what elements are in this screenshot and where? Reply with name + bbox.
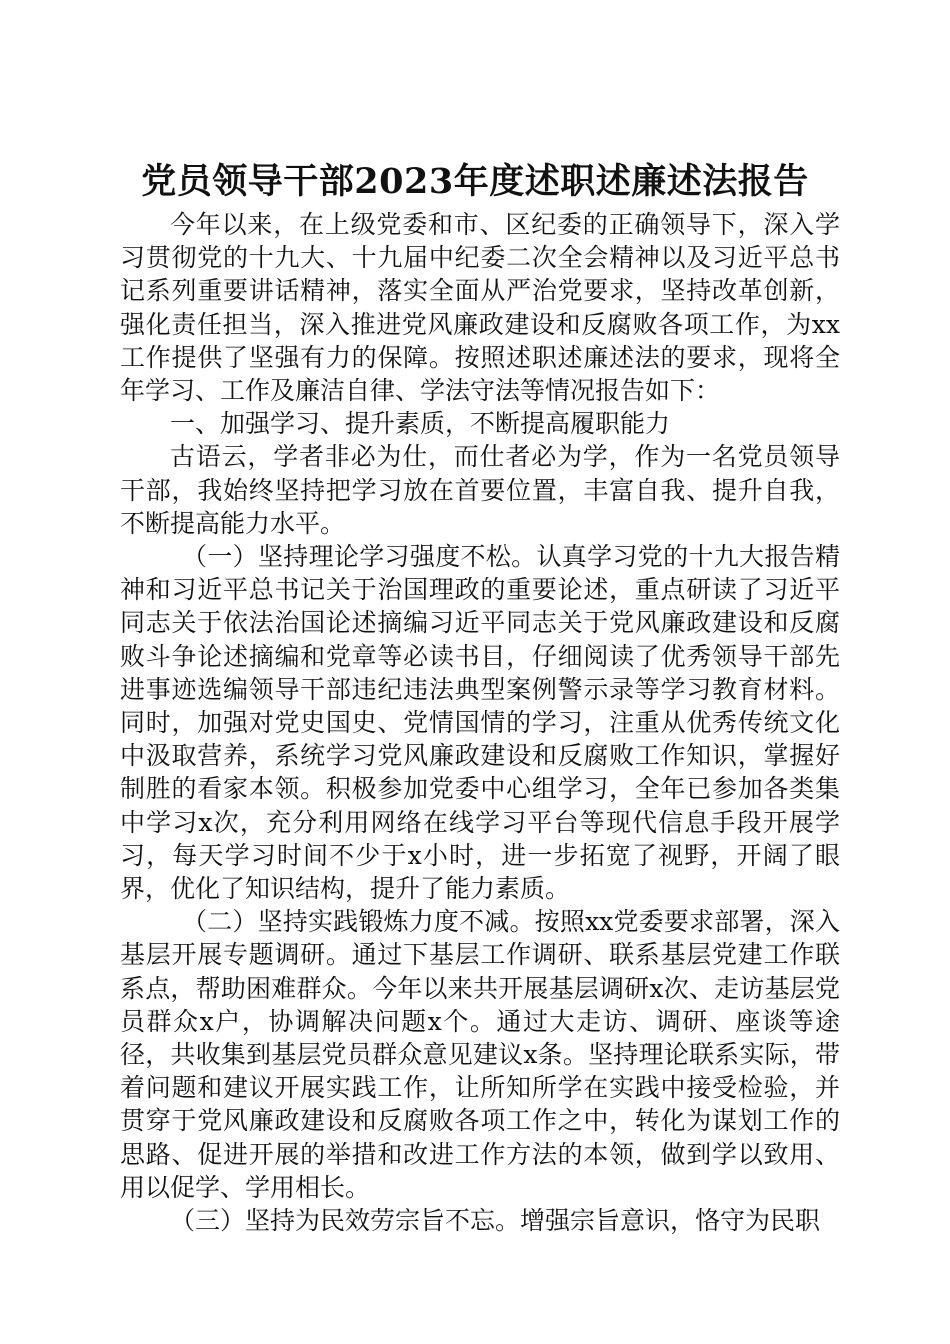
section-heading-1: 一、加强学习、提升素质，不断提高履职能力 [170, 409, 671, 439]
paragraph-quote: 古语云，学者非必为仕，而仕者必为学，作为一名党员领导干部，我始终坚持把学习放在首要位置，丰富自我、提升自我，不断提高能力水平。 [120, 442, 840, 538]
paragraph-practice: （二）坚持实践锻炼力度不减。按照xx党委要求部署，深入基层开展专题调研。通过下基层工作调研、联系基层党建工作联系点，帮助困难群众。今年以来共开展基层调研x次、走访基层党员群众x户，协调解决问题x个。通过大走访、调研、座谈等途径，共收集到基层党员群众意见建议x条。坚持理论联系实际，带着问题和建议开展实践工作，让所知所学在实践中接受检验，并贯穿于党风廉政建设和反腐败各项工作之中，转化为谋划工作的思路、促进开展的举措和改进工作方法的本领，做到学以致用、用以促学、学用相长。 [120, 907, 840, 1202]
document-body [120, 208, 840, 1237]
paragraph-theory-study: （一）坚持理论学习强度不松。认真学习党的十九大报告精神和习近平总书记关于治国理政的重要论述，重点研读了习近平同志关于依法治国论述摘编习近平同志关于党风廉政建设和反腐败斗争论述摘编和党章等必读书目，仔细阅读了优秀领导干部先进事迹选编领导干部违纪违法典型案例警示录等学习教育材料。同时，加强对党史国史、党情国情的学习，注重从优秀传统文化中汲取营养，系统学习党风廉政建设和反腐败工作知识，掌握好制胜的看家本领。积极参加党委中心组学习，全年已参加各类集中学习x次，充分利用网络在线学习平台等现代信息手段开展学习，每天学习时间不少于x小时，进一步拓宽了视野，开阔了眼界，优化了知识结构，提升了能力素质。 [120, 542, 840, 904]
paragraph-service: （三）坚持为民效劳宗旨不忘。增强宗旨意识，恪守为民职 [170, 1206, 821, 1236]
document-title: 党员领导干部2023年度述职述廉述法报告 [141, 161, 809, 202]
paragraph-intro: 今年以来，在上级党委和市、区纪委的正确领导下，深入学习贯彻党的十九大、十九届中纪委二次全会精神以及习近平总书记系列重要讲话精神，落实全面从严治党要求，坚持改革创新，强化责任担当，深入推进党风廉政建设和反腐败各项工作，为xx工作提供了坚强有力的保障。按照述职述廉述法的要求，现将全年学习、工作及廉洁自律、学法守法等情况报告如下： [120, 210, 840, 406]
